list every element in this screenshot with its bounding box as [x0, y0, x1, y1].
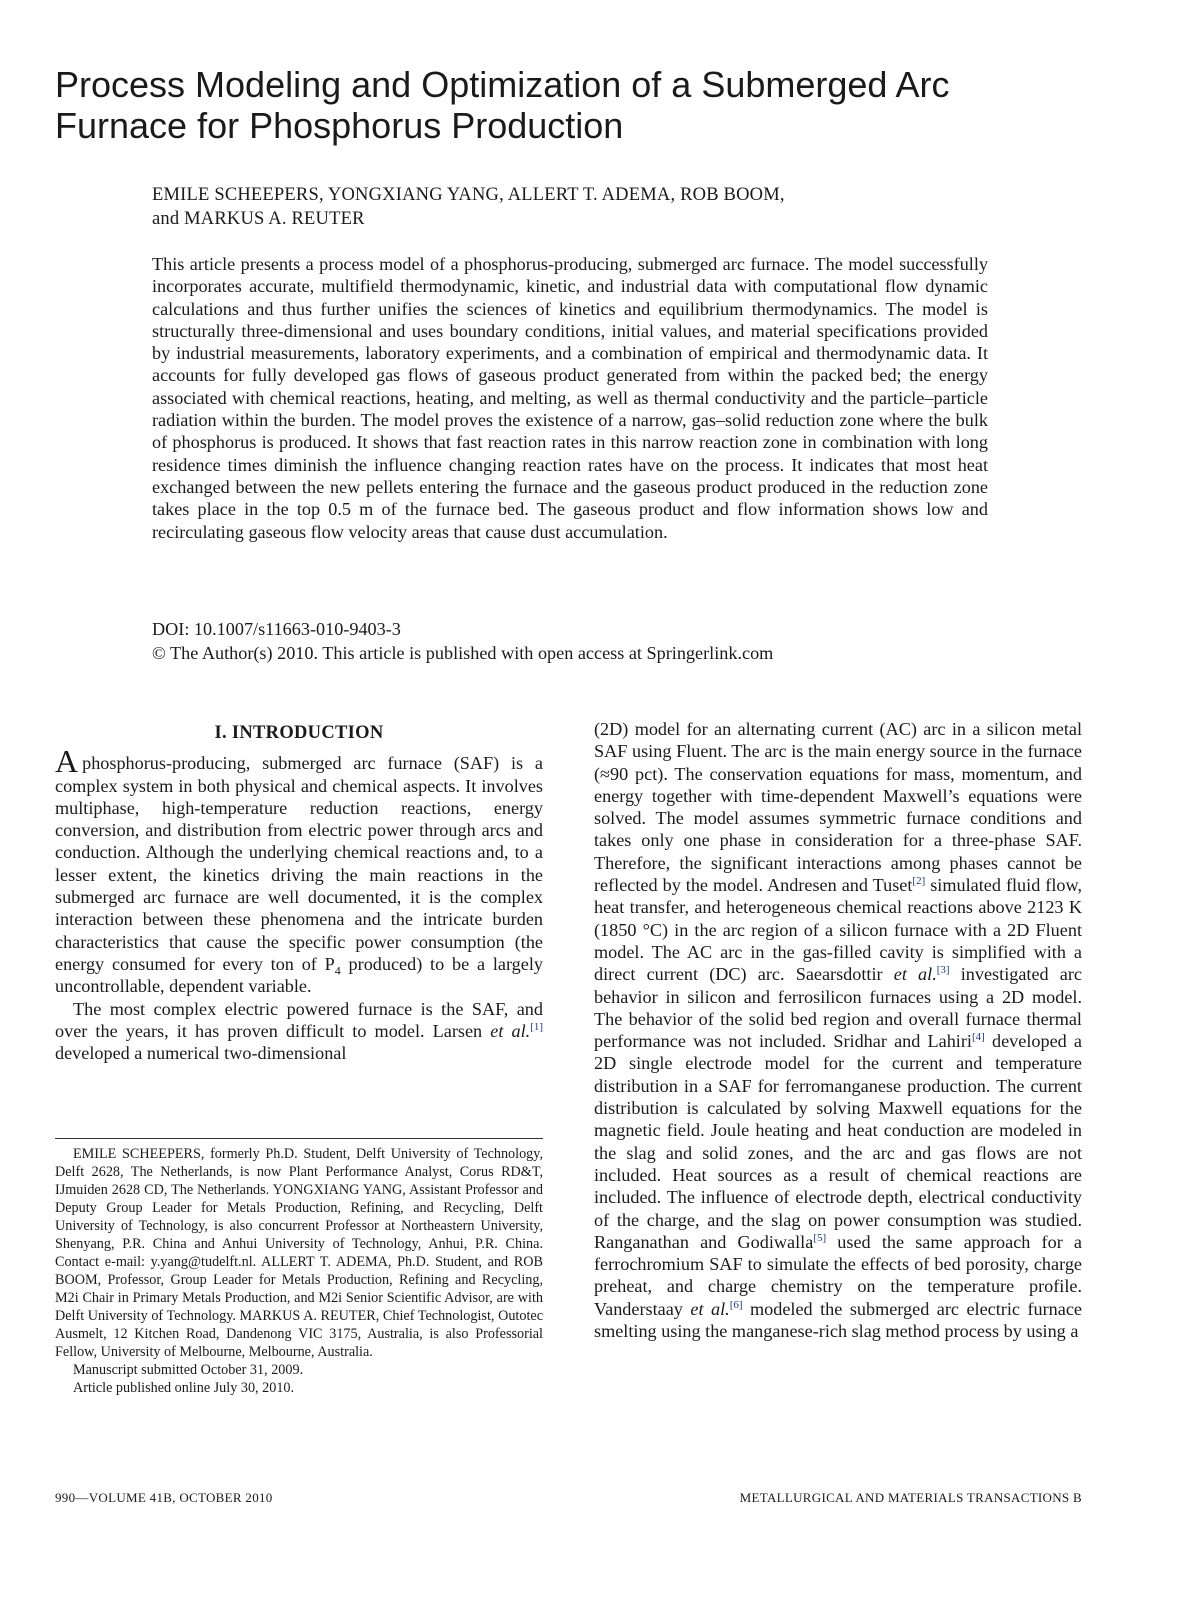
paragraph-text: used the same approach for a ferrochromium SAF to simulate the effects of bed porosity, charge preheat, and charge chemistry on the temperature profile. Vanderstaay: [594, 1231, 1083, 1319]
intro-paragraph: [55, 998, 543, 1065]
abstract: This article presents a process model of a phosphorus-producing, submerged arc furnace. The model successfully incorporates accurate, multifield thermodynamic, kinetic, and industrial data with computational flow dynamic calculations and thus further unifies the sciences of kinetics and equilibrium thermodynamics. The model is structurally three-dimensional and uses boundary conditions, initial values, and material specifications provided by industrial measurements, laboratory experiments, and a combination of empirical and thermodynamic data. It accounts for fully developed gas flows of gaseous product generated from within the packed bed; the energy associated with chemical reactions, heating, and melting, as well as thermal conductivity and the particle–particle radiation within the burden. The model proves the existence of a narrow, gas–solid reduction zone where the bulk of phosphorus is produced. It shows that fast reaction rates in this narrow reaction zone in combination with long residence times diminish the influence changing reaction rates have on the process. It indicates that most heat exchanged between the new pellets entering the furnace and the gaseous product produced in the reduction zone takes place in the top 0.5 m of the furnace bed. The gaseous product and flow information shows low and recirculating gaseous flow velocity areas that cause dust accumulation.: [152, 254, 988, 542]
page-footer-right: METALLURGICAL AND MATERIALS TRANSACTIONS B: [739, 1490, 1082, 1505]
paragraph-text: phosphorus-producing, submerged arc furnace (SAF) is a complex system in both physical and chemical aspects. It involves multiphase, high-temperature reduction reactions, energy conversion, and distribution from electric power through arcs and conduction. Although the underlying chemical reactions and, to a lesser extent, the kinetics driving the main reactions in the submerged arc furnace are well documented, it is the complex interaction between these phenomena and the intricate burden characteristics that cause the specific power consumption (the energy consumed for every ton of P: [55, 753, 543, 974]
paragraph-text: investigated arc behavior in silicon and ferrosilicon furnaces using a 2D model. The behavior of the solid bed region and overall furnace thermal performance was not included. Sridhar and Lahiri: [594, 964, 1082, 1052]
citation-link[interactable]: [6]: [729, 1298, 743, 1311]
et-al: et al.: [690, 1298, 730, 1319]
doi-link[interactable]: DOI: 10.1007/s11663-010-9403-3: [152, 619, 401, 639]
footnote-divider: [55, 1138, 543, 1139]
citation-link[interactable]: [2]: [912, 875, 926, 888]
article-title: Process Modeling and Optimization of a Submerged Arc Furnace for Phosphorus Production: [55, 64, 950, 146]
page-footer-left: 990—VOLUME 41B, OCTOBER 2010: [55, 1490, 273, 1505]
author-list: [152, 183, 982, 231]
author-footnote: [55, 1138, 543, 1397]
et-al: et al.: [490, 1020, 531, 1041]
paragraph-text: simulated fluid flow, heat transfer, and heterogeneous chemical reactions above 2123 K (1850 °C) in the arc region of a silicon furnace with a 2D Fluent model. The AC arc in the gas-filled cavity is simplified with a direct current (DC) arc. Saearsdottir: [594, 875, 1082, 985]
citation-link[interactable]: [1]: [530, 1020, 544, 1033]
copyright-notice: © The Author(s) 2010. This article is published with open access at Springerlink.com: [152, 643, 774, 663]
paragraph-text: (2D) model for an alternating current (AC) arc in a silicon metal SAF using Fluent. The arc is the main energy source in the furnace (≈90 pct). The conservation equations for mass, momentum, and energy together with time-dependent Maxwell’s equations were solved. The model assumes symmetric furnace conditions and takes only one phase in consideration for a three-phase SAF. Therefore, the significant interactions among phases cannot be reflected by the model. Andresen and Tuset: [594, 719, 1082, 896]
citation-link[interactable]: [5]: [813, 1231, 827, 1244]
drop-cap: A: [55, 743, 79, 780]
author-line: EMILE SCHEEPERS, YONGXIANG YANG, ALLERT T. ADEMA, ROB BOOM,: [152, 185, 785, 205]
submitted-date: Manuscript submitted October 31, 2009.: [73, 1362, 304, 1378]
intro-paragraph: [55, 743, 543, 997]
subscript: 4: [334, 963, 341, 978]
article-meta: [152, 617, 988, 665]
affiliations-text: EMILE SCHEEPERS, formerly Ph.D. Student, Delft University of Technology, Delft 2628, The Netherlands, is now Plant Performance Analyst, Corus RD&T, IJmuiden 2628 CD, The Netherlands. YONGXIANG YANG, Assistant Professor and Deputy Group Leader for Metals Production, Refining, and Recycling, Delft University of Technology, is also concurrent Professor at Northeastern University, Shenyang, P.R. China and Anhui University of Technology, Anhui, P.R. China. Contact e-mail: y.yang@tudelft.nl. ALLERT T. ADEMA, Ph.D. Student, and ROB BOOM, Professor, Group Leader for Metals Production, Refining and Recycling, M2i Chair in Primary Metals Production, and M2i Senior Scientific Advisor, are with Delft University of Technology. MARKUS A. REUTER, Chief Technologist, Outotec Ausmelt, 12 Kitchen Road, Dandenong VIC 3175, Australia, is also Professorial Fellow, University of Melbourne, Melbourne, Australia.: [55, 1146, 543, 1360]
section-heading: I. INTRODUCTION: [214, 723, 384, 743]
body-paragraph: [594, 718, 1082, 1342]
paragraph-text: produced) to be a largely uncontrollable, dependent variable.: [55, 953, 543, 997]
paragraph-text: modeled the submerged arc electric furnace smelting using the manganese-rich slag method process by using a: [594, 1298, 1082, 1342]
right-column: [594, 718, 1082, 1342]
author-line: and MARKUS A. REUTER: [152, 209, 365, 229]
paragraph-text: developed a 2D single electrode model for the current and temperature distribution in a SAF for ferromanganese production. The current distribution is calculated by solving Maxwell equations for the magnetic field. Joule heating and heat conduction are modeled in the slag and solid zones, and the arc and gas flows are not included. Heat sources as a result of chemical reactions are included. The influence of electrode depth, electrical conductivity of the charge, and the slag on power consumption was studied. Ranganathan and Godiwalla: [594, 1031, 1083, 1252]
citation-link[interactable]: [4]: [971, 1031, 985, 1044]
et-al: et al.: [893, 964, 937, 985]
published-date: Article published online July 30, 2010.: [73, 1380, 295, 1396]
left-column: [55, 722, 543, 1064]
citation-link[interactable]: [3]: [936, 964, 950, 977]
paragraph-text: The most complex electric powered furnace is the SAF, and over the years, it has proven difficult to model. Larsen: [55, 998, 543, 1041]
paragraph-text: developed a numerical two-dimensional: [55, 1043, 347, 1064]
